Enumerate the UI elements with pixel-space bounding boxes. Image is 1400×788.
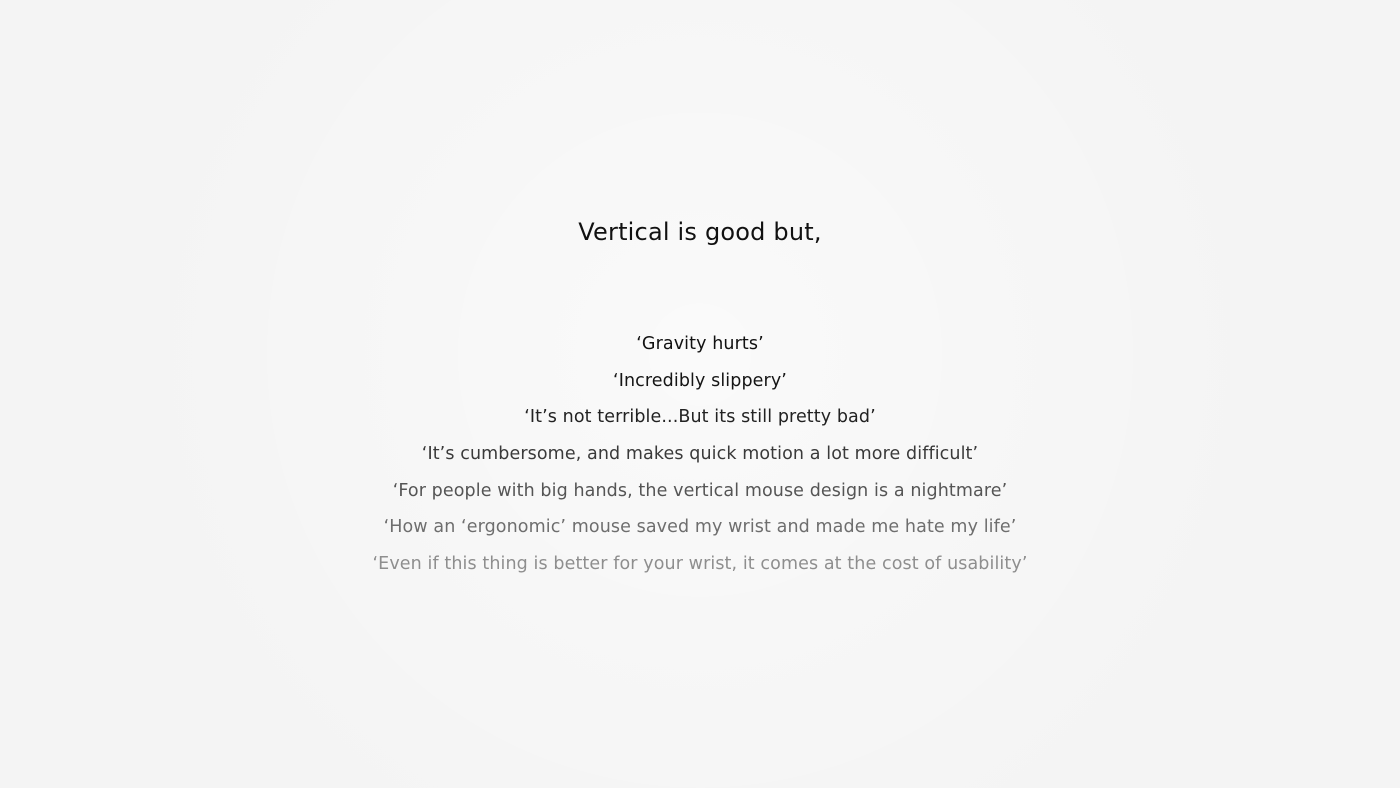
slide-heading: Vertical is good but, xyxy=(578,218,822,246)
quote-item: ‘It’s cumbersome, and makes quick motion a lot more difficult’ xyxy=(421,444,979,465)
quote-item: ‘How an ‘ergonomic’ mouse saved my wrist and made me hate my life’ xyxy=(383,517,1017,538)
quote-item: ‘Even if this thing is better for your wrist, it comes at the cost of usability’ xyxy=(372,554,1028,575)
quote-item: ‘For people with big hands, the vertical mouse design is a nightmare’ xyxy=(392,480,1008,501)
quote-list xyxy=(0,326,1400,583)
quote-item: ‘It’s not terrible...But its still pretty bad’ xyxy=(524,407,876,428)
quote-item: ‘Gravity hurts’ xyxy=(636,334,764,354)
quote-item: ‘Incredibly slippery’ xyxy=(613,370,787,391)
